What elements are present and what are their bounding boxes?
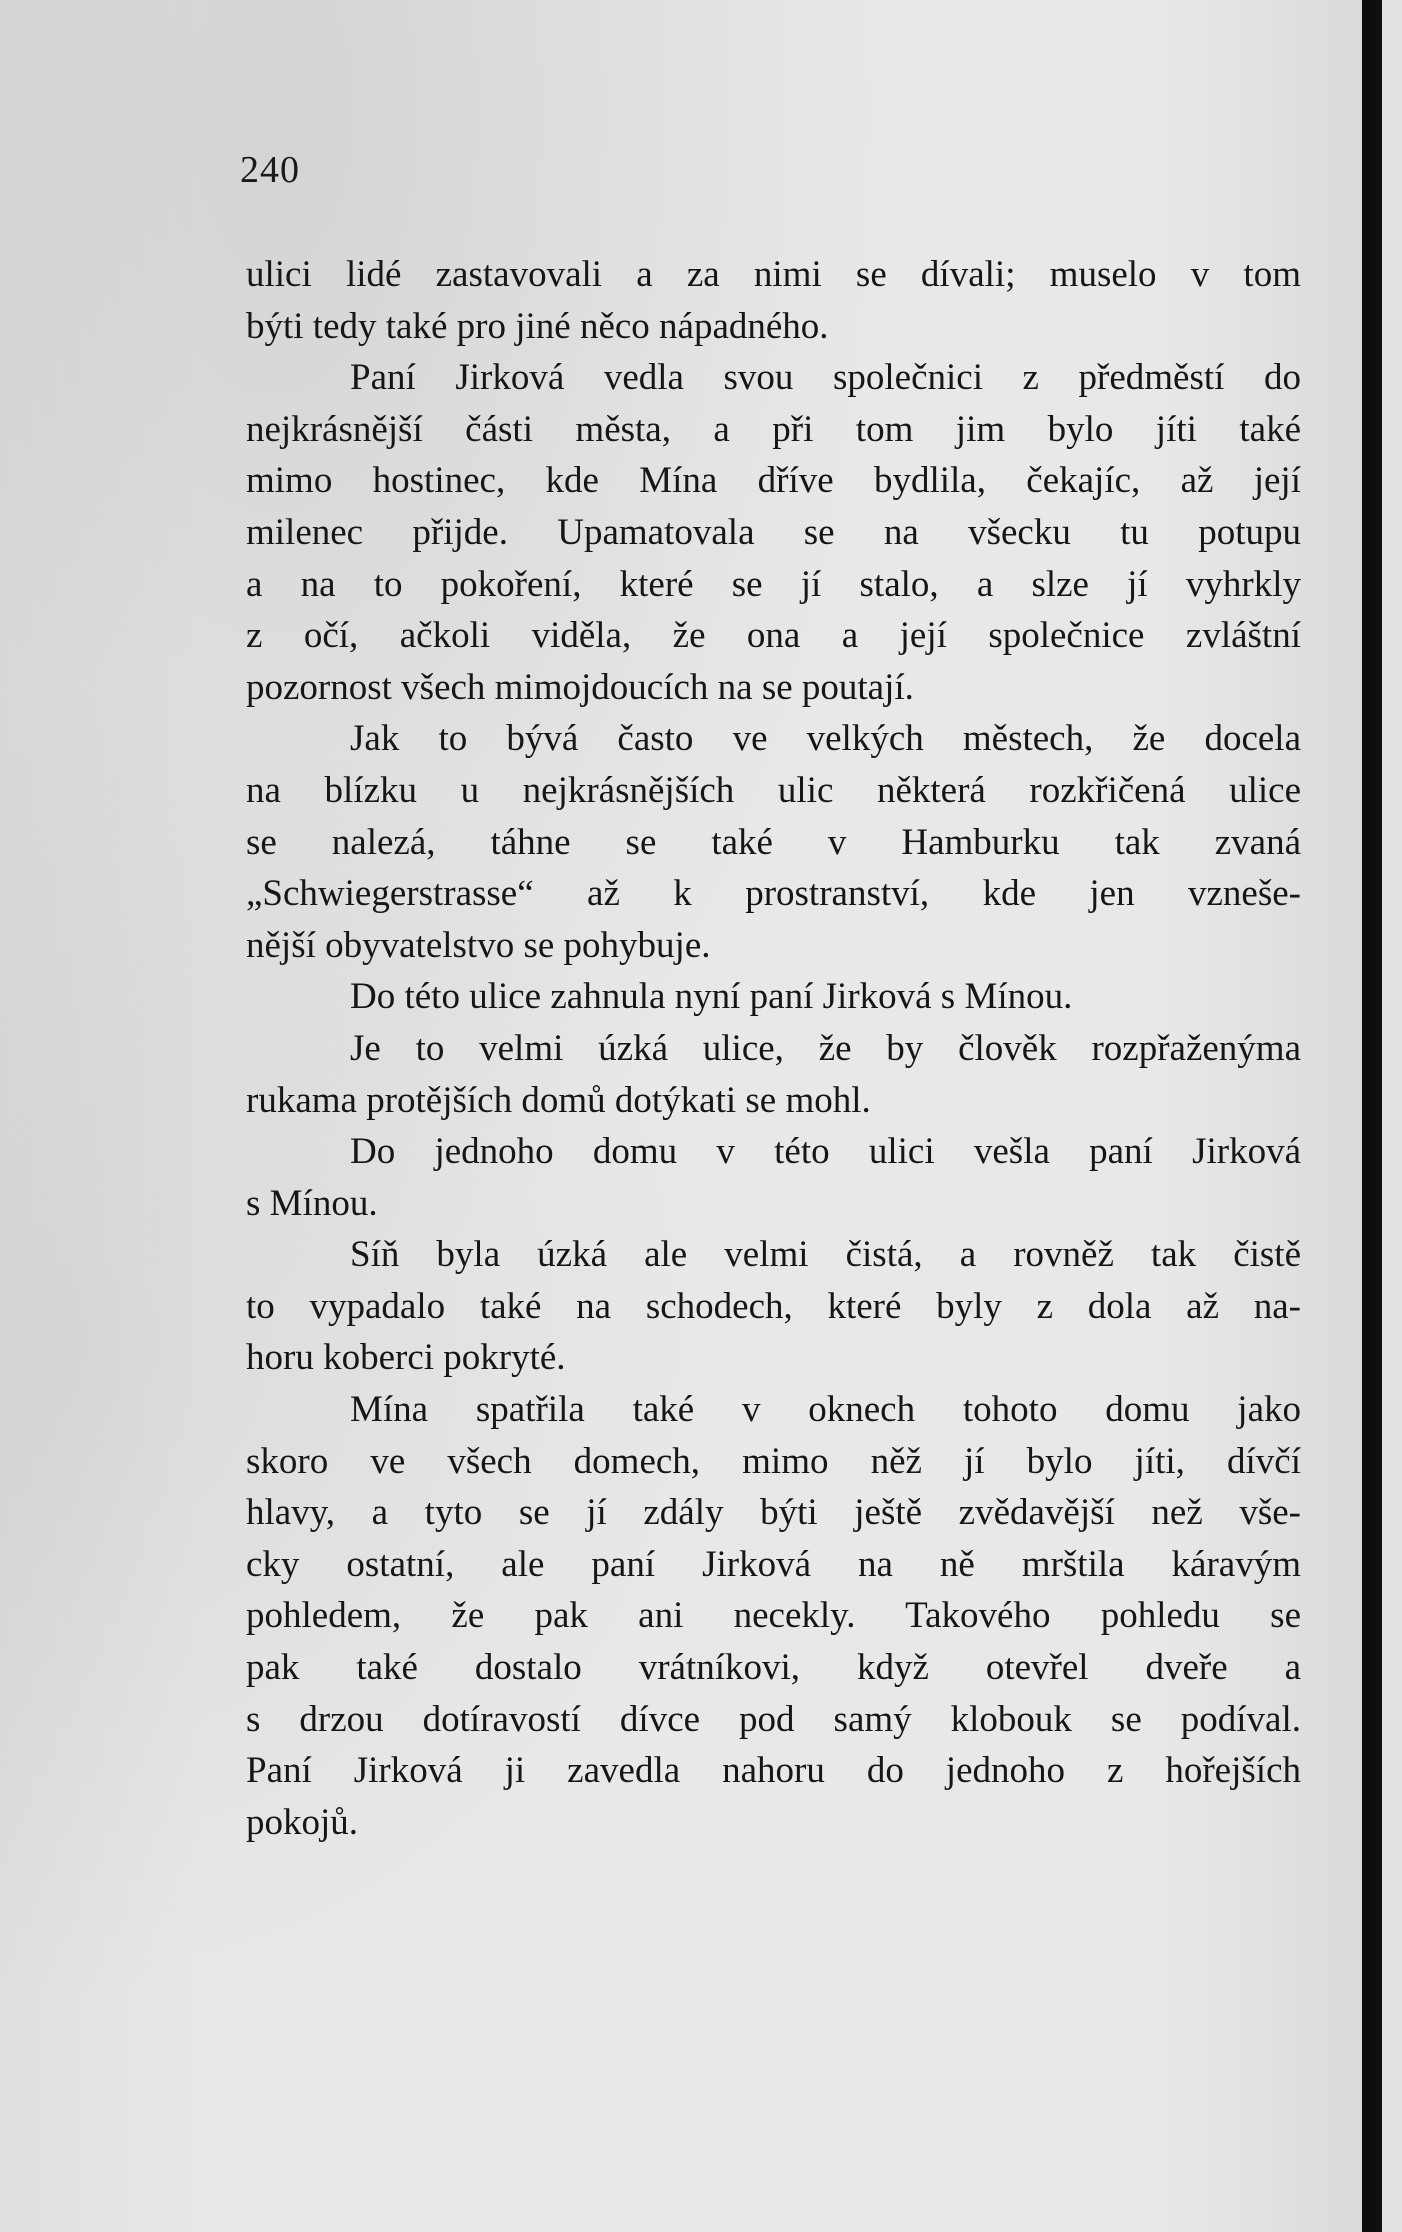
text-line: se nalezá, táhne se také v Hamburku tak zvaná [246,821,1301,863]
text-line: Paní Jirková vedla svou společnici z předměstí do [350,357,1301,399]
text-line: býti tedy také pro jiné něco nápadného. [246,305,829,347]
text-line: s drzou dotíravostí dívce pod samý klobouk se podíval. [246,1698,1301,1740]
text-line: Síň byla úzká ale velmi čistá, a rovněž tak čistě [350,1234,1301,1276]
text-line: Jak to bývá často ve velkých městech, že docela [350,718,1301,760]
text-line: to vypadalo také na schodech, které byly z dola až na- [246,1285,1301,1327]
text-line: rukama protějších domů dotýkati se mohl. [246,1079,871,1121]
text-line: nejkrásnější části města, a při tom jim bylo jíti také [246,408,1301,450]
text-line: pokojů. [246,1801,359,1843]
body-text [246,249,1301,1848]
text-line: „Schwiegerstrasse“ až k prostranství, kde jen vzneše- [246,873,1301,915]
text-line: pohledem, že pak ani necekly. Takového pohledu se [246,1595,1301,1637]
text-line: na blízku u nejkrásnějších ulic některá rozkřičená ulice [246,769,1301,811]
page-number: 240 [240,149,300,191]
text-line: hlavy, a tyto se jí zdály býti ještě zvědavější než vše- [246,1492,1301,1534]
text-line: Do této ulice zahnula nyní paní Jirková s Mínou. [350,976,1073,1018]
adjacent-page-edge [1376,0,1402,2232]
text-line: milenec přijde. Upamatovala se na všecku tu potupu [246,511,1301,553]
text-line: horu koberci pokryté. [246,1337,566,1379]
text-line: pozornost všech mimojdoucích na se poutají. [246,666,914,708]
text-line: Mína spatřila také v oknech tohoto domu jako [350,1389,1301,1431]
text-line: skoro ve všech domech, mimo něž jí bylo jíti, dívčí [246,1440,1301,1482]
text-line: cky ostatní, ale paní Jirková na ně mrštila káravým [246,1543,1301,1585]
text-line: z očí, ačkoli viděla, že ona a její společnice zvláštní [246,615,1301,657]
text-line: a na to pokoření, které se jí stalo, a slze jí vyhrkly [246,563,1301,605]
text-line: Paní Jirková ji zavedla nahoru do jednoho z hořejších [246,1750,1301,1792]
text-line: Do jednoho domu v této ulici vešla paní Jirková [350,1131,1301,1173]
text-line: mimo hostinec, kde Mína dříve bydlila, čekajíc, až její [246,460,1301,502]
text-line: Je to velmi úzká ulice, že by člověk rozpřaženýma [350,1027,1301,1069]
text-line: s Mínou. [246,1182,378,1224]
text-line: nější obyvatelstvo se pohybuje. [246,924,711,966]
text-line: ulici lidé zastavovali a za nimi se dívali; muselo v tom [246,254,1301,295]
text-line: pak také dostalo vrátníkovi, když otevřel dveře a [246,1647,1301,1689]
